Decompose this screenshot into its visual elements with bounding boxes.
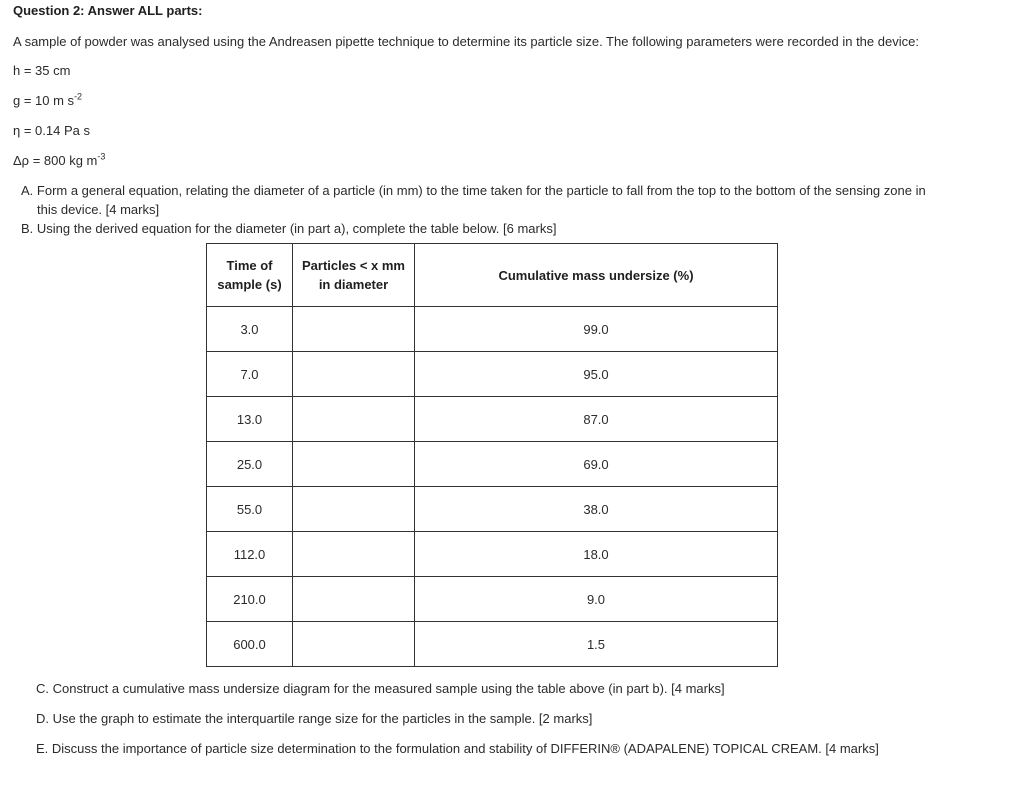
cell-cumulative: 38.0 (415, 487, 778, 532)
table-header-row (207, 244, 778, 307)
part-a-line1: A. Form a general equation, relating the diameter of a particle (in mm) to the time taken for the particle to fall from the top to the bottom of the sensing zone in (21, 183, 926, 198)
cell-diameter (293, 577, 415, 622)
cell-time: 112.0 (207, 532, 293, 577)
param-g (13, 93, 82, 108)
intro-text: A sample of powder was analysed using the Andreasen pipette technique to determine its particle size. The following parameters were recorded in the device: (13, 34, 919, 49)
param-g-exponent: -2 (74, 91, 83, 102)
header-particles (293, 244, 415, 307)
cell-diameter (293, 397, 415, 442)
part-a-line2: this device. [4 marks] (37, 202, 160, 217)
table-row (207, 532, 778, 577)
cell-cumulative: 99.0 (415, 307, 778, 352)
cell-cumulative: 18.0 (415, 532, 778, 577)
part-b: B. Using the derived equation for the diameter (in part a), complete the table below. [6 marks] (21, 221, 557, 236)
header-time-line2: sample (s) (217, 277, 282, 292)
cell-cumulative: 87.0 (415, 397, 778, 442)
cell-time: 55.0 (207, 487, 293, 532)
header-time-line1: Time of (226, 258, 273, 273)
table-row (207, 622, 778, 667)
param-g-base: g = 10 m s (13, 93, 75, 108)
cell-time: 600.0 (207, 622, 293, 667)
part-e: E. Discuss the importance of particle size determination to the formulation and stability of DIFFERIN® (ADAPALENE) TOPICAL CREAM. [4 marks] (36, 741, 879, 756)
header-time (207, 244, 293, 307)
param-eta: η = 0.14 Pa s (13, 123, 90, 138)
param-h: h = 35 cm (13, 63, 71, 78)
cell-time: 13.0 (207, 397, 293, 442)
particle-size-table (206, 243, 778, 667)
cell-time: 210.0 (207, 577, 293, 622)
cell-diameter (293, 532, 415, 577)
table-row (207, 352, 778, 397)
cell-time: 25.0 (207, 442, 293, 487)
cell-diameter (293, 487, 415, 532)
cell-cumulative: 1.5 (415, 622, 778, 667)
cell-time: 7.0 (207, 352, 293, 397)
cell-diameter (293, 352, 415, 397)
header-particles-line2: in diameter (318, 277, 389, 292)
cell-cumulative: 69.0 (415, 442, 778, 487)
cell-diameter (293, 307, 415, 352)
param-rho-base: Δρ = 800 kg m (13, 153, 98, 168)
table-row (207, 397, 778, 442)
param-rho-exponent: -3 (97, 151, 106, 162)
header-particles-line1: Particles < x mm (302, 258, 405, 273)
cell-time: 3.0 (207, 307, 293, 352)
table-row (207, 307, 778, 352)
part-d: D. Use the graph to estimate the interquartile range size for the particles in the sample. [2 marks] (36, 711, 593, 726)
table-row (207, 442, 778, 487)
question-heading: Question 2: Answer ALL parts: (13, 3, 203, 18)
part-c: C. Construct a cumulative mass undersize diagram for the measured sample using the table above (in part b). [4 marks] (36, 681, 725, 696)
table-row (207, 487, 778, 532)
table-row (207, 577, 778, 622)
cell-cumulative: 9.0 (415, 577, 778, 622)
param-rho (13, 153, 105, 168)
cell-cumulative: 95.0 (415, 352, 778, 397)
header-cumulative: Cumulative mass undersize (%) (415, 244, 778, 307)
cell-diameter (293, 622, 415, 667)
cell-diameter (293, 442, 415, 487)
